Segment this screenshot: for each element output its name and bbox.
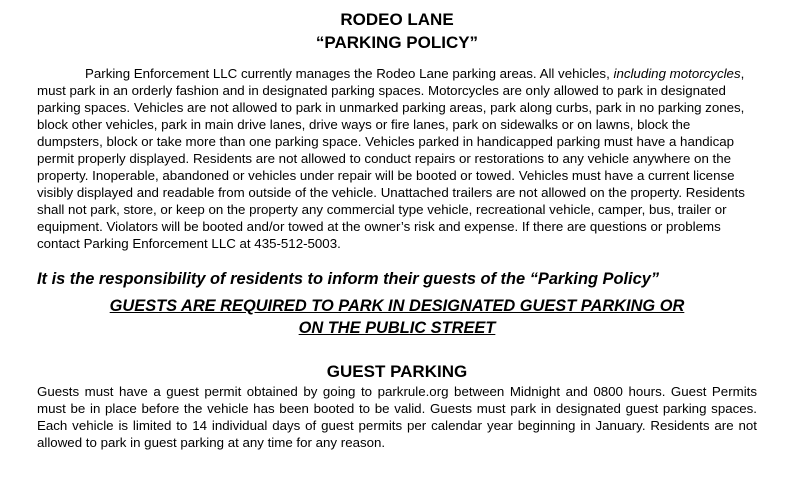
title-line-rodeo-lane: RODEO LANE: [340, 10, 454, 29]
policy-text-part2: , must park in an orderly fashion and in designated parking spaces. Motorcycles are only allowed to park in designated parking spaces. Vehicles are not allowed to park in unmarked parking areas, park along curbs, park in no parking zones, block other vehicles, park in main drive lanes, drive ways or fire lanes, park on sidewalks or on lawns, block the dumpsters, block or take more than one parking space. Vehicles parked in handicapped parking must have a handicap permit properly displayed. Residents are not allowed to conduct repairs or restorations to any vehicle anywhere on the property. Inoperable, abandoned or vehicles under repair will be booted or towed. Vehicles must have a current license visibly displayed and readable from outside of the vehicle. Unattached trailers are not allowed on the property. Residents shall not park, store, or keep on the property any commercial type vehicle, recreational vehicle, camper, bus, trailer or equipment. Violators will be booted and/or towed at the owner’s risk and expense. If there are questions or problems contact Parking Enforcement LLC at 435-512-5003.: [37, 66, 745, 251]
guests-required-line-2: ON THE PUBLIC STREET: [298, 319, 496, 337]
guest-parking-heading: GUEST PARKING: [326, 362, 468, 381]
guest-parking-paragraph: Guests must have a guest permit obtained by going to parkrule.org between Midnight and 0800 hours. Guest Permits must be in place before the vehicle has been booted to be valid. Guests must park in designated guest parking spaces. Each vehicle is limited to 14 individual days of guest permits per calendar year beginning in January. Residents are not allowed to park in guest parking at any time for any reason.: [37, 384, 757, 450]
document-page: [37, 8, 757, 451]
parking-policy-paragraph: [37, 65, 757, 252]
guests-required-notice: [37, 295, 757, 339]
resident-responsibility-notice: It is the responsibility of residents to inform their guests of the “Parking Policy”: [37, 270, 660, 288]
document-title: [37, 8, 757, 54]
guests-required-line-1: GUESTS ARE REQUIRED TO PARK IN DESIGNATED GUEST PARKING OR: [109, 297, 685, 315]
policy-text-emphasis: including motorcycles: [613, 66, 741, 81]
title-line-parking-policy: “PARKING POLICY”: [315, 33, 479, 52]
policy-text-part1: Parking Enforcement LLC currently manages the Rodeo Lane parking areas. All vehicles,: [85, 66, 614, 81]
